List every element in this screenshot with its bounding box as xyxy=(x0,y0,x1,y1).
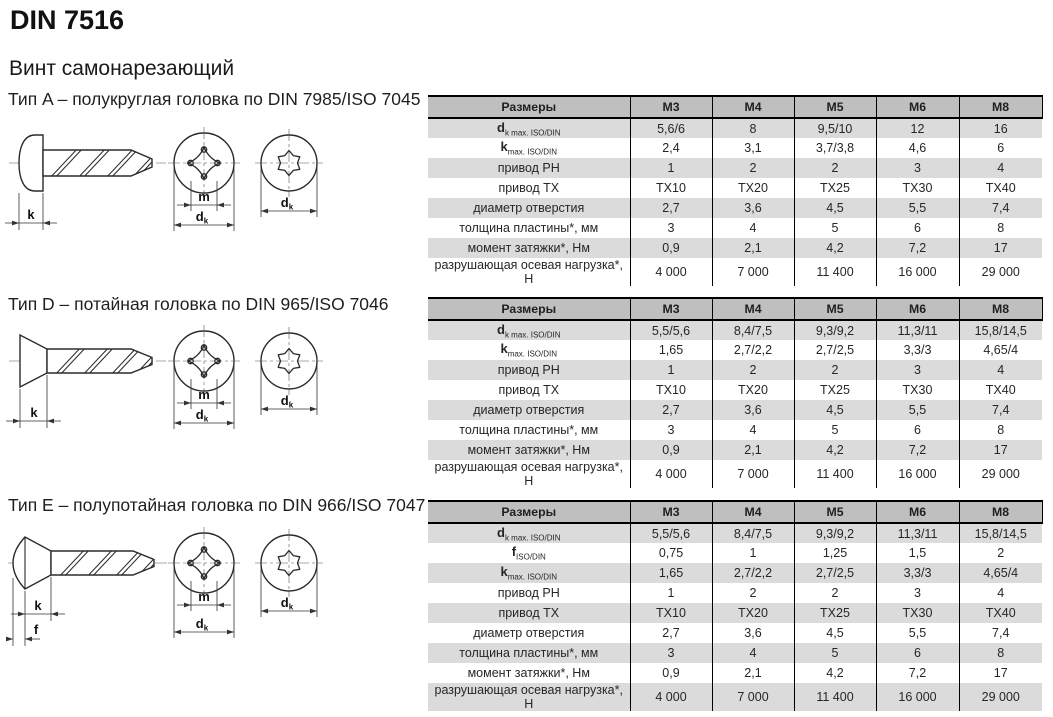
column-header: M3 xyxy=(630,96,712,118)
page-title: DIN 7516 xyxy=(10,5,125,35)
row-label: диаметр отверстия xyxy=(473,626,585,640)
cell-value: 16 000 xyxy=(876,258,959,286)
dim-label-dk: dk xyxy=(280,195,294,212)
column-header: Размеры xyxy=(428,96,630,118)
cell-value: 1,65 xyxy=(630,563,712,583)
cell-value: 8 xyxy=(959,218,1042,238)
row-label: момент затяжки*, Нм xyxy=(467,666,590,680)
cell-value: 2 xyxy=(794,360,876,380)
cell-value: 5 xyxy=(794,643,876,663)
cell-value: 7,2 xyxy=(876,238,959,258)
cell-value: 29 000 xyxy=(959,683,1042,711)
table-row xyxy=(428,643,1042,663)
dim-label-dk: dk xyxy=(280,595,294,612)
table-row xyxy=(428,380,1042,400)
cell-value: 15,8/14,5 xyxy=(959,523,1042,543)
row-label: толщина пластины*, мм xyxy=(459,221,599,235)
section-d-table xyxy=(428,297,1043,488)
cell-value: 4 xyxy=(959,583,1042,603)
cell-value: 5,5 xyxy=(876,623,959,643)
cell-value: 1,25 xyxy=(794,543,876,563)
row-label: $d_{k max. ISO/DIN}$ xyxy=(496,119,561,138)
cell-value: 11 400 xyxy=(794,683,876,711)
table-row xyxy=(428,320,1042,340)
dim-label-dk: dk xyxy=(195,407,209,424)
cell-value: 1 xyxy=(712,543,794,563)
cell-value: 4 xyxy=(959,158,1042,178)
column-header: M4 xyxy=(712,501,794,523)
dim-label-k: k xyxy=(30,405,38,420)
phillips-recess-view xyxy=(168,325,240,429)
cell-value: 29 000 xyxy=(959,258,1042,286)
cell-value: 9,3/9,2 xyxy=(794,523,876,543)
cell-value: 16 xyxy=(959,118,1042,138)
dimension-k xyxy=(5,193,57,230)
cell-value: 2,7/2,5 xyxy=(794,563,876,583)
type-a-drawing xyxy=(4,118,336,246)
cell-value: 4 000 xyxy=(630,460,712,488)
cell-value: TX40 xyxy=(959,380,1042,400)
type-d-drawing xyxy=(4,316,336,444)
cell-value: 2,1 xyxy=(712,440,794,460)
table-row xyxy=(428,420,1042,440)
screw-shaft xyxy=(51,551,154,575)
cell-value: 3 xyxy=(630,420,712,440)
cell-value: 17 xyxy=(959,440,1042,460)
column-header: M6 xyxy=(876,96,959,118)
column-header: M8 xyxy=(959,298,1042,320)
table-header-row xyxy=(428,96,1042,118)
phillips-recess-view xyxy=(168,127,240,231)
table-row xyxy=(428,238,1042,258)
table-row xyxy=(428,683,1042,711)
column-header: M6 xyxy=(876,501,959,523)
cell-value: 9,3/9,2 xyxy=(794,320,876,340)
torx-recess-view xyxy=(255,327,323,415)
table-row xyxy=(428,460,1042,488)
row-label: привод TX xyxy=(498,606,560,620)
row-label: $d_{k max. ISO/DIN}$ xyxy=(496,524,561,543)
cell-value: 5,6/6 xyxy=(630,118,712,138)
cell-value: TX25 xyxy=(794,178,876,198)
cell-value: 1 xyxy=(630,583,712,603)
cell-value: 4,5 xyxy=(794,400,876,420)
dimension-k xyxy=(11,577,65,621)
cell-value: 4,65/4 xyxy=(959,563,1042,583)
cell-value: 29 000 xyxy=(959,460,1042,488)
row-label: привод PH xyxy=(497,363,560,377)
cell-value: 3 xyxy=(630,218,712,238)
cell-value: 4 000 xyxy=(630,258,712,286)
cell-value: 3,3/3 xyxy=(876,563,959,583)
cell-value: 6 xyxy=(876,420,959,440)
cell-value: 11,3/11 xyxy=(876,523,959,543)
row-label: $k_{max. ISO/DIN}$ xyxy=(500,139,558,157)
cell-value: 2,4 xyxy=(630,138,712,158)
cell-value: TX30 xyxy=(876,380,959,400)
column-header: M3 xyxy=(630,298,712,320)
dim-label-m: m xyxy=(198,387,210,402)
cell-value: 17 xyxy=(959,663,1042,683)
column-header: Размеры xyxy=(428,501,630,523)
table-row xyxy=(428,198,1042,218)
cell-value: 7 000 xyxy=(712,460,794,488)
cell-value: TX30 xyxy=(876,603,959,623)
section-e-table xyxy=(428,500,1043,711)
row-label: разрушающая осевая нагрузка*, Н xyxy=(434,258,623,286)
cell-value: 12 xyxy=(876,118,959,138)
cell-value: 7 000 xyxy=(712,683,794,711)
row-label: толщина пластины*, мм xyxy=(459,646,599,660)
cell-value: 0,9 xyxy=(630,663,712,683)
cell-value: 4 xyxy=(959,360,1042,380)
section-a-table xyxy=(428,95,1043,286)
cell-value: TX10 xyxy=(630,178,712,198)
row-label: привод PH xyxy=(497,586,560,600)
cell-value: TX25 xyxy=(794,603,876,623)
row-label: разрушающая осевая нагрузка*, Н xyxy=(434,460,623,488)
cell-value: 2,1 xyxy=(712,238,794,258)
column-header: Размеры xyxy=(428,298,630,320)
cell-value: 11 400 xyxy=(794,258,876,286)
cell-value: 4 xyxy=(712,420,794,440)
cell-value: 3,6 xyxy=(712,400,794,420)
cell-value: 17 xyxy=(959,238,1042,258)
column-header: M6 xyxy=(876,298,959,320)
table-row xyxy=(428,583,1042,603)
cell-value: 4,2 xyxy=(794,663,876,683)
cell-value: 8,4/7,5 xyxy=(712,523,794,543)
cell-value: 9,5/10 xyxy=(794,118,876,138)
dim-label-m: m xyxy=(198,189,210,204)
table-row xyxy=(428,663,1042,683)
dim-label-dk: dk xyxy=(280,393,294,410)
cell-value: 3 xyxy=(876,158,959,178)
cell-value: 11,3/11 xyxy=(876,320,959,340)
cell-value: 4,2 xyxy=(794,440,876,460)
row-label: $k_{max. ISO/DIN}$ xyxy=(500,341,558,359)
cell-value: 2,7 xyxy=(630,623,712,643)
cell-value: 2 xyxy=(712,158,794,178)
row-label: $d_{k max. ISO/DIN}$ xyxy=(496,321,561,340)
cell-value: 4 000 xyxy=(630,683,712,711)
table-row xyxy=(428,523,1042,543)
cell-value: 0,9 xyxy=(630,440,712,460)
cell-value: TX10 xyxy=(630,380,712,400)
row-label: момент затяжки*, Нм xyxy=(467,443,590,457)
cell-value: TX30 xyxy=(876,178,959,198)
table-row xyxy=(428,138,1042,158)
cell-value: 2,7/2,2 xyxy=(712,340,794,360)
cell-value: TX40 xyxy=(959,603,1042,623)
cell-value: 2 xyxy=(712,583,794,603)
cell-value: 5,5/5,6 xyxy=(630,523,712,543)
cell-value: 8 xyxy=(959,420,1042,440)
cell-value: 8 xyxy=(712,118,794,138)
cell-value: 0,9 xyxy=(630,238,712,258)
column-header: M5 xyxy=(794,96,876,118)
cell-value: 5 xyxy=(794,218,876,238)
cell-value: 5,5 xyxy=(876,400,959,420)
cell-value: 0,75 xyxy=(630,543,712,563)
cell-value: 3,6 xyxy=(712,198,794,218)
row-label: привод PH xyxy=(497,161,560,175)
row-label: толщина пластины*, мм xyxy=(459,423,599,437)
cell-value: 2 xyxy=(794,583,876,603)
table-row xyxy=(428,440,1042,460)
table-row xyxy=(428,400,1042,420)
row-label: $k_{max. ISO/DIN}$ xyxy=(500,564,558,582)
section-a-caption: Тип A – полукруглая головка по DIN 7985/ISO 7045 xyxy=(8,89,421,109)
table-row xyxy=(428,543,1042,563)
cell-value: 11 400 xyxy=(794,460,876,488)
row-label: привод TX xyxy=(498,383,560,397)
cell-value: 3,7/3,8 xyxy=(794,138,876,158)
cell-value: TX20 xyxy=(712,178,794,198)
type-e-drawing xyxy=(4,518,336,654)
dim-label-f: f xyxy=(33,622,39,637)
column-header: M8 xyxy=(959,96,1042,118)
cell-value: 1 xyxy=(630,158,712,178)
cell-value: TX10 xyxy=(630,603,712,623)
table-row xyxy=(428,118,1042,138)
cell-value: 5,5/5,6 xyxy=(630,320,712,340)
table-row xyxy=(428,563,1042,583)
cell-value: 7,4 xyxy=(959,400,1042,420)
cell-value: 4,6 xyxy=(876,138,959,158)
row-label: диаметр отверстия xyxy=(473,403,585,417)
cell-value: 1,5 xyxy=(876,543,959,563)
column-header: M4 xyxy=(712,298,794,320)
table-row xyxy=(428,178,1042,198)
cell-value: 1 xyxy=(630,360,712,380)
cell-value: 2,7 xyxy=(630,400,712,420)
table-row xyxy=(428,258,1042,286)
cell-value: 8 xyxy=(959,643,1042,663)
cell-value: 2,7/2,5 xyxy=(794,340,876,360)
screw-countersunk-head-side xyxy=(20,335,47,387)
dim-label-k: k xyxy=(27,207,35,222)
cell-value: 7,4 xyxy=(959,198,1042,218)
dim-label-dk: dk xyxy=(195,209,209,226)
screw-raised-countersunk-head-side xyxy=(13,537,51,589)
column-header: M4 xyxy=(712,96,794,118)
table-header-row xyxy=(428,298,1042,320)
cell-value: 5,5 xyxy=(876,198,959,218)
row-label: разрушающая осевая нагрузка*, Н xyxy=(434,683,623,711)
table-row xyxy=(428,360,1042,380)
cell-value: TX20 xyxy=(712,603,794,623)
cell-value: 2 xyxy=(712,360,794,380)
table-row xyxy=(428,623,1042,643)
cell-value: 1,65 xyxy=(630,340,712,360)
cell-value: 3 xyxy=(876,360,959,380)
row-label: привод TX xyxy=(498,181,560,195)
cell-value: 6 xyxy=(876,643,959,663)
cell-value: 4,2 xyxy=(794,238,876,258)
dim-label-k: k xyxy=(34,598,42,613)
cell-value: 7,4 xyxy=(959,623,1042,643)
column-header: M3 xyxy=(630,501,712,523)
cell-value: TX25 xyxy=(794,380,876,400)
cell-value: 7,2 xyxy=(876,440,959,460)
cell-value: 3,6 xyxy=(712,623,794,643)
page-subtitle: Винт самонарезающий xyxy=(9,57,235,80)
dim-label-dk: dk xyxy=(195,616,209,633)
cell-value: 3 xyxy=(630,643,712,663)
cell-value: 4,5 xyxy=(794,623,876,643)
cell-value: 15,8/14,5 xyxy=(959,320,1042,340)
torx-recess-view xyxy=(255,129,323,217)
cell-value: 2,7 xyxy=(630,198,712,218)
column-header: M5 xyxy=(794,298,876,320)
cell-value: 5 xyxy=(794,420,876,440)
table-row xyxy=(428,158,1042,178)
dimension-k xyxy=(6,375,61,428)
cell-value: 4,5 xyxy=(794,198,876,218)
cell-value: 2,7/2,2 xyxy=(712,563,794,583)
cell-value: 6 xyxy=(876,218,959,238)
table-row xyxy=(428,340,1042,360)
cell-value: 6 xyxy=(959,138,1042,158)
cell-value: 16 000 xyxy=(876,683,959,711)
cell-value: 3,1 xyxy=(712,138,794,158)
table-header-row xyxy=(428,501,1042,523)
column-header: M5 xyxy=(794,501,876,523)
cell-value: 2 xyxy=(794,158,876,178)
cell-value: 3,3/3 xyxy=(876,340,959,360)
cell-value: 2,1 xyxy=(712,663,794,683)
row-label: диаметр отверстия xyxy=(473,201,585,215)
cell-value: 3 xyxy=(876,583,959,603)
row-label: $f_{ISO/DIN}$ xyxy=(511,544,546,562)
dim-label-m: m xyxy=(198,589,210,604)
cell-value: TX20 xyxy=(712,380,794,400)
section-d-caption: Тип D – потайная головка по DIN 965/ISO 7046 xyxy=(8,294,389,314)
cell-value: 8,4/7,5 xyxy=(712,320,794,340)
cell-value: 7 000 xyxy=(712,258,794,286)
table-row xyxy=(428,218,1042,238)
phillips-recess-view xyxy=(168,527,240,638)
cell-value: 16 000 xyxy=(876,460,959,488)
cell-value: 4,65/4 xyxy=(959,340,1042,360)
cell-value: TX40 xyxy=(959,178,1042,198)
column-header: M8 xyxy=(959,501,1042,523)
torx-recess-view xyxy=(255,529,323,617)
cell-value: 2 xyxy=(959,543,1042,563)
section-e-caption: Тип E – полупотайная головка по DIN 966/ISO 7047 xyxy=(8,495,426,515)
screw-pan-head-side xyxy=(19,135,43,191)
table-row xyxy=(428,603,1042,623)
row-label: момент затяжки*, Нм xyxy=(467,241,590,255)
cell-value: 4 xyxy=(712,218,794,238)
cell-value: 7,2 xyxy=(876,663,959,683)
cell-value: 4 xyxy=(712,643,794,663)
